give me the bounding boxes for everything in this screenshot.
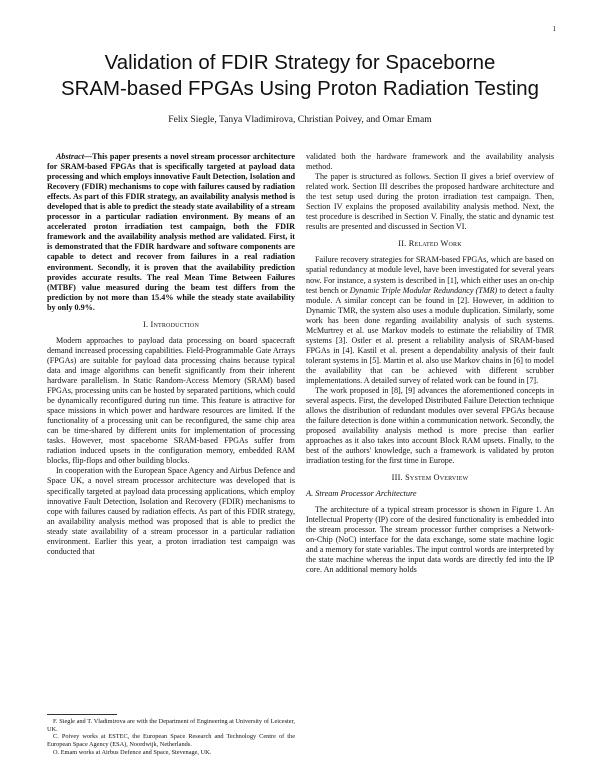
footnote-3: O. Emam works at Airbus Defence and Space, Stevenage, UK. [53, 748, 212, 756]
paper-title [30, 50, 570, 102]
related-p1-part-a: Failure recovery strategies for SRAM-based FPGAs, which are based on spatial redundancy at module level, have been investigated for several years now. For instance, a system is described in [1], which either uses an on-chip test bench or [306, 255, 554, 295]
author-list: Felix Siegle, Tanya Vladimirova, Christian Poivey, and Omar Emam [168, 114, 432, 125]
related-p1-part-b: to detect a faulty module. A similar concept can be found in [2]. However, in addition to Dynamic TMR, the system also uses a module duplication. Similarly, some work has been done regarding availability analysis of such systems. McMurtrey et al. use Markov models to estimate the reliability of TMR systems [3]. Ostler et al. present a reliability analysis of SRAM-based FPGAs in [4]. Kastil et al. present a dependability analysis of their fault tolerant systems in [5]. Martin et al. also use Markov chains in [6] to model the availability that can be achieved with different scrubber implementations. A detailed survey of related work can be found in [7]. [306, 285, 554, 385]
related-p1-emphasis: Dynamic Triple Modular Redundancy (TMR) [349, 285, 498, 295]
abstract [47, 152, 295, 313]
footnotes [47, 714, 295, 757]
intro-paragraph-2: In cooperation with the European Space Agency and Airbus Defence and Space UK, a novel stream processor architecture was developed that is specifically targeted at payload data processing applications, which employ innovative Fault Detection, Isolation and Recovery (FDIR) mechanisms to cope with failures caused by radiation effects. As part of this FDIR strategy, an availability analysis method was proposed that is able to predict the steady state availability of a stream processor in a particular radiation environment. Earlier this year, a proton irradiation test campaign was conducted that [47, 466, 295, 556]
footnote-rule [47, 714, 117, 715]
section-title-system-overview: III. System Overview [391, 473, 469, 483]
footnote-2: C. Poivey works at ESTEC, the European Space Research and Technology Centre of the European Space Agency (ESA), Noordwijk, Netherlands. [47, 733, 295, 749]
right-column [306, 152, 554, 575]
abstract-label: Abstract [56, 152, 84, 161]
subsection-title-stream-processor: A. Stream Processor Architecture [306, 489, 417, 499]
title-line-1: Validation of FDIR Strategy for Spaceborne [104, 52, 496, 74]
related-paragraph-1 [306, 255, 554, 386]
intro-paragraph-2-continued: validated both the hardware framework and the availability analysis method. [306, 152, 554, 172]
related-paragraph-2: The work proposed in [8], [9] advances the aforementioned concepts in several aspects. First, the developed Distributed Failure Detection technique allows the distribution of redundant modules over several FPGAs because the failure detection is done within a communication network. Secondly, the proposed availability analysis method is more precise than earlier approaches as it also takes into account Block RAM upsets. Finally, to the best of the authors' knowledge, such a framework is validated by proton irradiation testing for the first time in Europe. [306, 386, 554, 466]
title-line-2: SRAM-based FPGAs Using Proton Radiation Testing [61, 78, 539, 100]
overview-paragraph-1: The architecture of a typical stream processor is shown in Figure 1. An Intellectual Property (IP) core of the desired functionality is embedded into the stream processor. The stream processor further comprises a Network-on-Chip (NoC) interface for the data exchange, some state machine logic and a memory for state variables. The input control words are interpreted by the state machine whereas the input data words are directly fed into the IP core. An additional memory holds [306, 504, 554, 574]
left-column [47, 152, 295, 557]
section-title-introduction: I. Introduction [142, 319, 199, 329]
page-number: 1 [552, 25, 556, 33]
section-title-related-work: II. Related Work [398, 239, 462, 249]
intro-paragraph-1: Modern approaches to payload data processing on board spacecraft demand increased processing capabilities. Field-Programmable Gate Arrays (FPGAs) are suitable for payload data processing chains because typical data and image algorithms can benefit significantly from their inherent hardware parallelism. In Static Random-Access Memory (SRAM) based FPGAs, processing units can be hosted by separated partitions, which could be dynamically reconfigured during run time. This feature is attractive for space missions in which power and hardware resources are limited. If the functionality of a processing unit can be reconfigured, the same chip area can be time-shared by different units for implementation of processing tasks. However, most spaceborne SRAM-based FPGAs suffer from radiation induced upsets in the configuration memory, embedded RAM blocks, flip-flops and other building blocks. [47, 335, 295, 466]
footnote-1: F. Siegle and T. Vladimirova are with the Department of Engineering at University of Leicester, UK. [47, 718, 295, 733]
abstract-text: —This paper presents a novel stream processor architecture for SRAM-based FPGAs that is specifically targeted at payload data processing and which employs innovative Fault Detection, Isolation and Recovery (FDIR) mechanisms to cope with failures caused by radiation effects. As part of this FDIR strategy, an availability analysis method is developed that is able to predict the steady state availability of a stream processor in a particular radiation environment. By means of an accelerated proton irradiation test campaign, both the FDIR framework and the availability analysis method are validated. First, it is demonstrated that the FDIR hardware and software components are capable to detect and recover from failures in a real radiation environment. Secondly, it is proven that the availability prediction provides accurate results. The real Mean Time Between Failures (MTBF) value measured during the beam test differs from the prediction by not more than 15.4% while the steady state availability by only 0.9%. [47, 152, 295, 312]
intro-paragraph-3: The paper is structured as follows. Section II gives a brief overview of related work. Section III describes the proposed hardware architecture and the test setup used during the proton irradiation test campaign. Then, Section IV explains the proposed availability analysis method. Next, the test procedure is described in Section V. Finally, the static and dynamic test results are presented and discussed in Section VI. [306, 172, 554, 232]
